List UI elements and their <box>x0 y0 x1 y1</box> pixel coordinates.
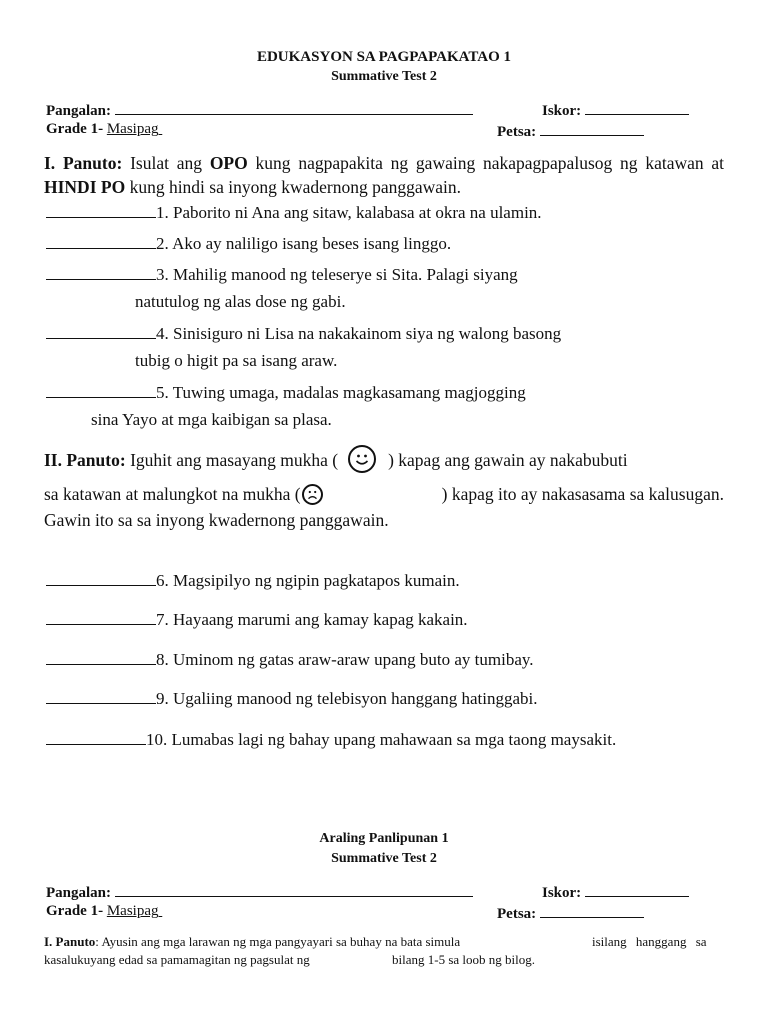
item-3-cont: natutulog ng alas dose ng gabi. <box>135 292 346 311</box>
grade-label: Grade 1- <box>46 903 104 919</box>
item-4-cont: tubig o higit pa sa isang araw. <box>135 351 338 370</box>
item-9: 9. Ugaliing manood ng telebisyon hanggang hatinggabi. <box>46 688 538 709</box>
answer-blank[interactable] <box>46 233 156 249</box>
answer-blank[interactable] <box>46 649 156 665</box>
name-label: Pangalan: <box>46 103 112 119</box>
name-blank[interactable] <box>115 882 473 897</box>
test2-instructions-line1: I. Panuto: Ayusin ang mga larawan ng mga pangyayari sa buhay na bata simula <box>44 934 461 949</box>
test2-date-row <box>497 903 644 923</box>
name-blank[interactable] <box>115 100 473 115</box>
part1-label: I. Panuto: <box>44 153 123 173</box>
frowning-face-icon <box>302 484 323 505</box>
test1-date-row <box>497 121 644 141</box>
item-7: 7. Hayaang marumi ang kamay kapag kakain. <box>46 609 468 630</box>
score-label: Iskor: <box>542 103 582 119</box>
answer-blank[interactable] <box>46 382 156 398</box>
item-8: 8. Uminom ng gatas araw-araw upang buto ay tumibay. <box>46 649 534 670</box>
answer-blank[interactable] <box>46 729 146 745</box>
test2-title: Araling Panlipunan 1 <box>319 831 449 846</box>
item-6: 6. Magsipilyo ng ngipin pagkatapos kumain. <box>46 570 460 591</box>
date-label: Petsa: <box>497 906 537 922</box>
test2-part1-label: I. Panuto <box>44 934 96 949</box>
score-label: Iskor: <box>542 885 582 901</box>
answer-blank[interactable] <box>46 688 156 704</box>
test2-name-row <box>46 882 473 902</box>
section-name: Masipag <box>106 903 159 919</box>
test2-score-row <box>542 882 689 902</box>
answer-blank[interactable] <box>46 609 156 625</box>
item-4: 4. Sinisiguro ni Lisa na nakakainom siya ng walong basong <box>46 323 561 344</box>
score-blank[interactable] <box>585 882 689 897</box>
answer-blank[interactable] <box>46 323 156 339</box>
grade-label: Grade 1- <box>46 121 104 137</box>
item-10: 10. Lumabas lagi ng bahay upang mahawaan sa mga taong maysakit. <box>46 729 616 750</box>
date-blank[interactable] <box>540 121 644 136</box>
test2-subtitle: Summative Test 2 <box>331 851 437 866</box>
item-3: 3. Mahilig manood ng teleserye si Sita. Palagi siyang <box>46 264 518 285</box>
answer-blank[interactable] <box>46 202 156 218</box>
part2-line1: II. Panuto: Iguhit ang masayang mukha ( ) kapag ang gawain ay nakabubuti <box>44 445 724 479</box>
item-5-cont: sina Yayo at mga kaibigan sa plasa. <box>91 410 332 429</box>
item-1: 1. Paborito ni Ana ang sitaw, kalabasa at okra na ulamin. <box>46 202 542 223</box>
score-blank[interactable] <box>585 100 689 115</box>
date-label: Petsa: <box>497 124 537 140</box>
name-label: Pangalan: <box>46 885 112 901</box>
test1-name-row <box>46 100 473 120</box>
test1-grade-row <box>46 121 162 138</box>
test1-score-row <box>542 100 689 120</box>
part1-instructions: I. Panuto: Isulat ang OPO kung nagpapakita ng gawaing nakapagpapalusog ng katawan at HINDI PO kung hindi sa inyong kwadernong panggawain. <box>44 153 725 197</box>
section-name: Masipag <box>106 121 159 137</box>
date-blank[interactable] <box>540 903 644 918</box>
item-5: 5. Tuwing umaga, madalas magkasamang magjogging <box>46 382 526 403</box>
test2-instructions-line2: kasalukuyang edad sa pamamagitan ng pagsulat ng <box>44 952 310 967</box>
part2-line3: Gawin ito sa sa inyong kwadernong panggawain. <box>44 510 389 530</box>
test1-title: EDUKASYON SA PAGPAPAKATAO 1 <box>256 49 512 65</box>
smiley-face-icon <box>348 445 376 473</box>
answer-blank[interactable] <box>46 570 156 586</box>
answer-blank[interactable] <box>46 264 156 280</box>
part2-line2: sa katawan at malungkot na mukha ( ) kapag ito ay nakasasama sa kalusugan. <box>44 484 724 504</box>
worksheet-page: EDUKASYON SA PAGPAPAKATAO 1 Summative Test 2 Pangalan: Iskor: Grade 1- Masipag Petsa: I. Panuto: Isulat ang OPO kung nagpapakita ng gawaing nakapagpapalusog ng katawan at HINDI PO kung hindi sa inyong kwadernong panggawain. 1. Paborito ni Ana ang sitaw, kalabasa at okra na ulamin. 2. Ako ay naliligo isang beses isang linggo. 3. Mahilig manood ng teleserye si Sita. Palagi siyang natutulog ng alas dose ng gabi. 4. Sinisiguro ni Lisa na nakakainom siya ng walong basong tubig o higit pa sa isang araw. 5. Tuwing umaga, madalas magkasamang magjogging sina Yayo at mga kaibigan sa plasa. II. Panuto: Iguhit ang masayang mukha ( ) kapag ang gawain ay nakabubuti sa katawan at malungkot na mukha ( ) kapag ito ay nakasasama sa kalusugan. Gawin ito sa sa inyong kwadernong panggawain. 6. Magsipilyo ng ngipin pagkatapos kumain. 7. Hayaang marumi ang kamay kapag kakain. 8. Uminom ng gatas araw-araw upang buto ay tumibay. 9. Ugaliing manood ng telebisyon hanggang hatinggabi. 10. Lumabas lagi ng bahay upang mahawaan sa mga taong maysakit. Araling Panlipunan 1 Summative Test 2 Pangalan: Iskor: Grade 1- Masipag Petsa: I. Panuto: Ayusin ang mga larawan ng mga pangyayari sa buhay na bata simula isilang hanggang sa kasalukuyang edad sa pamamagitan ng pagsulat ng bilang 1-5 sa loob ng bilog. <box>0 0 768 1024</box>
item-2: 2. Ako ay naliligo isang beses isang linggo. <box>46 233 451 254</box>
test1-subtitle: Summative Test 2 <box>331 69 437 84</box>
part2-label: II. Panuto: <box>44 450 126 471</box>
test2-grade-row <box>46 903 162 920</box>
